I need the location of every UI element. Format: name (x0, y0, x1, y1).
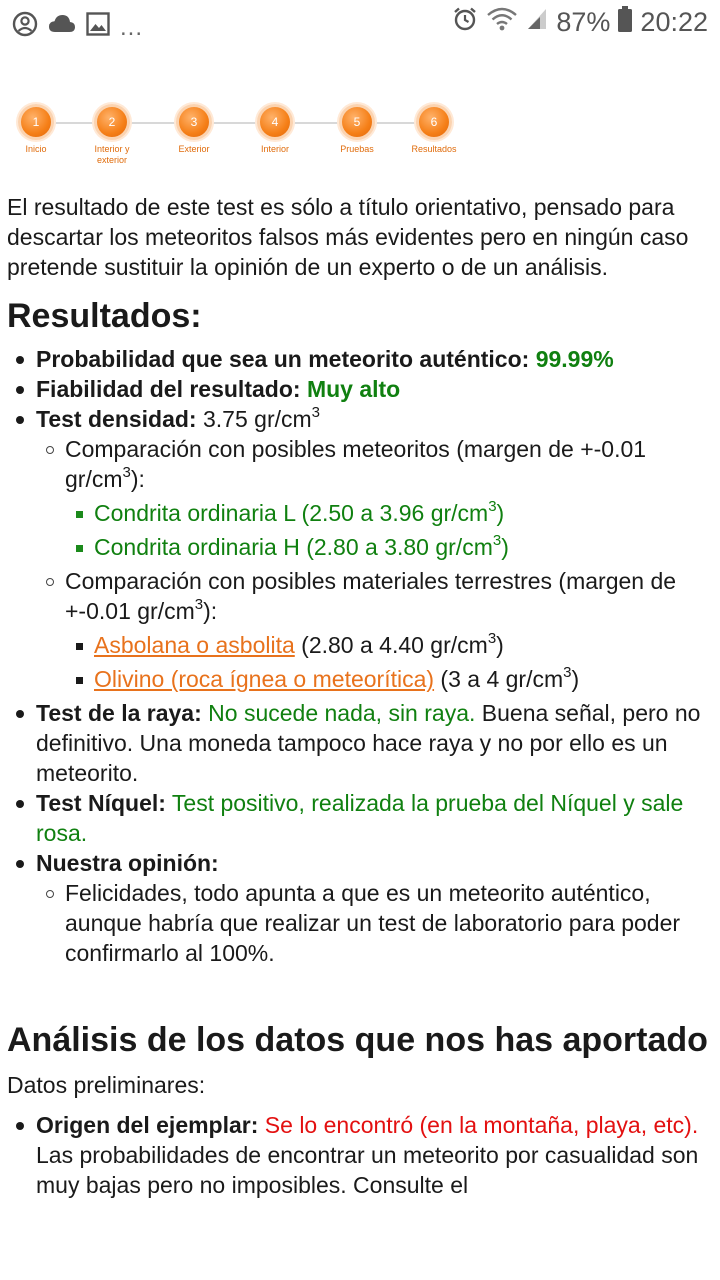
density-label: Test densidad: (36, 406, 197, 432)
match-end: ) (496, 500, 505, 526)
analysis-list (7, 1110, 713, 1200)
asbolana-link[interactable]: Asbolana o asbolita (94, 632, 295, 658)
result-reliability (7, 374, 713, 404)
density-sup: 3 (311, 404, 320, 422)
results-list (7, 344, 713, 968)
result-probability (7, 344, 713, 374)
account-circle-icon (12, 11, 38, 42)
meteorite-comparison (36, 434, 713, 562)
match-sup: 3 (488, 498, 497, 516)
step-label: Interior (260, 144, 289, 154)
nickel-value: Test positivo, realizada la prueba del Níquel y sale rosa. (36, 790, 684, 846)
alarm-icon (452, 6, 478, 39)
results-heading: Resultados: (7, 297, 202, 335)
step-interior[interactable] (235, 104, 315, 155)
reliability-value: Muy alto (306, 376, 401, 402)
meteorite-matches (65, 498, 713, 562)
step-label: Resultados (411, 144, 457, 154)
terrestrial-comparison-end: ): (203, 598, 218, 624)
step-interior-exterior[interactable] (72, 104, 152, 166)
step-number: 3 (176, 104, 212, 140)
step-exterior[interactable] (154, 104, 234, 155)
signal-icon (526, 7, 548, 38)
wifi-icon (486, 6, 518, 39)
status-bar (0, 0, 720, 48)
step-label: Pruebas (340, 144, 374, 154)
terrestrial-matches (65, 630, 713, 694)
match-text: Condrita ordinaria H (2.80 a 3.80 gr/cm (94, 534, 493, 560)
match-sup: 3 (492, 532, 502, 550)
streak-note: Buena señal, pero no definitivo. Una moneda tampoco hace raya y no por ello es un meteorito. (36, 700, 701, 786)
match-olivino (65, 664, 713, 694)
step-number: 1 (18, 104, 54, 140)
step-label: Exterior (178, 144, 210, 154)
density-value: 3.75 gr/cm (203, 406, 312, 432)
density-comparisons (36, 434, 713, 694)
match-condrita-h (65, 532, 713, 562)
terrestrial-comparison (36, 566, 713, 694)
step-number: 2 (94, 104, 130, 140)
match-condrita-l (65, 498, 713, 528)
origin-note: Las probabilidades de encontrar un meteorito por casualidad son muy bajas pero no imposibles. Consulte el (36, 1142, 699, 1198)
result-nickel (7, 788, 713, 848)
olivino-link[interactable]: Olivino (roca ígnea o meteorítica) (94, 666, 435, 692)
result-streak (7, 698, 713, 788)
match-range: (2.80 a 4.40 gr/cm (294, 632, 488, 658)
cloud-icon (48, 13, 76, 40)
more-notifications-icon: ... (120, 14, 144, 41)
probability-value: 99.99% (535, 346, 614, 372)
match-sup: 3 (563, 664, 572, 682)
opinion-text: Felicidades, todo apunta a que es un meteorito auténtico, aunque habría que realizar un test de laboratorio para poder confirmarlo al 100%. (36, 878, 713, 968)
match-end: ) (571, 666, 580, 692)
probability-label: Probabilidad que sea un meteorito auténtico: (36, 346, 530, 372)
result-opinion (7, 848, 713, 968)
step-pruebas[interactable] (317, 104, 397, 155)
battery-percent: 87% (556, 7, 611, 37)
step-label: Interior y exterior (94, 144, 130, 165)
step-label: Inicio (25, 144, 47, 154)
battery-icon (618, 6, 632, 39)
step-inicio[interactable] (0, 104, 76, 155)
reliability-label: Fiabilidad del resultado: (36, 376, 301, 402)
step-number: 4 (257, 104, 293, 140)
match-end: ) (496, 632, 504, 658)
step-resultados[interactable] (394, 104, 474, 155)
preliminary-data-label: Datos preliminares: (7, 1072, 206, 1098)
analysis-heading: Análisis de los datos que nos has aportado (7, 1021, 708, 1059)
origin-label: Origen del ejemplar: (36, 1112, 259, 1138)
step-number: 6 (416, 104, 452, 140)
image-icon (86, 12, 110, 41)
match-range: (3 a 4 gr/cm (434, 666, 564, 692)
terrestrial-comparison-sup: 3 (194, 596, 204, 614)
match-asbolana (65, 630, 713, 660)
page-content (7, 192, 713, 1200)
nickel-label: Test Níquel: (36, 790, 166, 816)
streak-value: No sucede nada, sin raya. (208, 700, 476, 726)
terrestrial-comparison-text: Comparación con posibles materiales terrestres (margen de +-0.01 gr/cm (65, 568, 677, 624)
streak-label: Test de la raya: (36, 700, 202, 726)
match-end: ) (501, 534, 509, 560)
result-density (7, 404, 713, 694)
progress-stepper (10, 104, 480, 170)
analysis-origin (7, 1110, 713, 1200)
step-number: 5 (339, 104, 375, 140)
match-text: Condrita ordinaria L (2.50 a 3.96 gr/cm (94, 500, 489, 526)
opinion-label: Nuestra opinión: (36, 850, 219, 876)
intro-paragraph: El resultado de este test es sólo a título orientativo, pensado para descartar los meteoritos falsos más evidentes pero en ningún caso pretende sustituir la opinión de un experto o de un análisis. (7, 194, 689, 280)
clock: 20:22 (640, 7, 708, 37)
meteorite-comparison-text: Comparación con posibles meteoritos (margen de +-0.01 gr/cm (65, 436, 647, 492)
meteorite-comparison-sup: 3 (122, 464, 131, 482)
match-sup: 3 (487, 630, 497, 648)
meteorite-comparison-end: ): (130, 466, 145, 492)
opinion-list (36, 878, 713, 968)
origin-value: Se lo encontró (en la montaña, playa, etc). (264, 1112, 699, 1138)
